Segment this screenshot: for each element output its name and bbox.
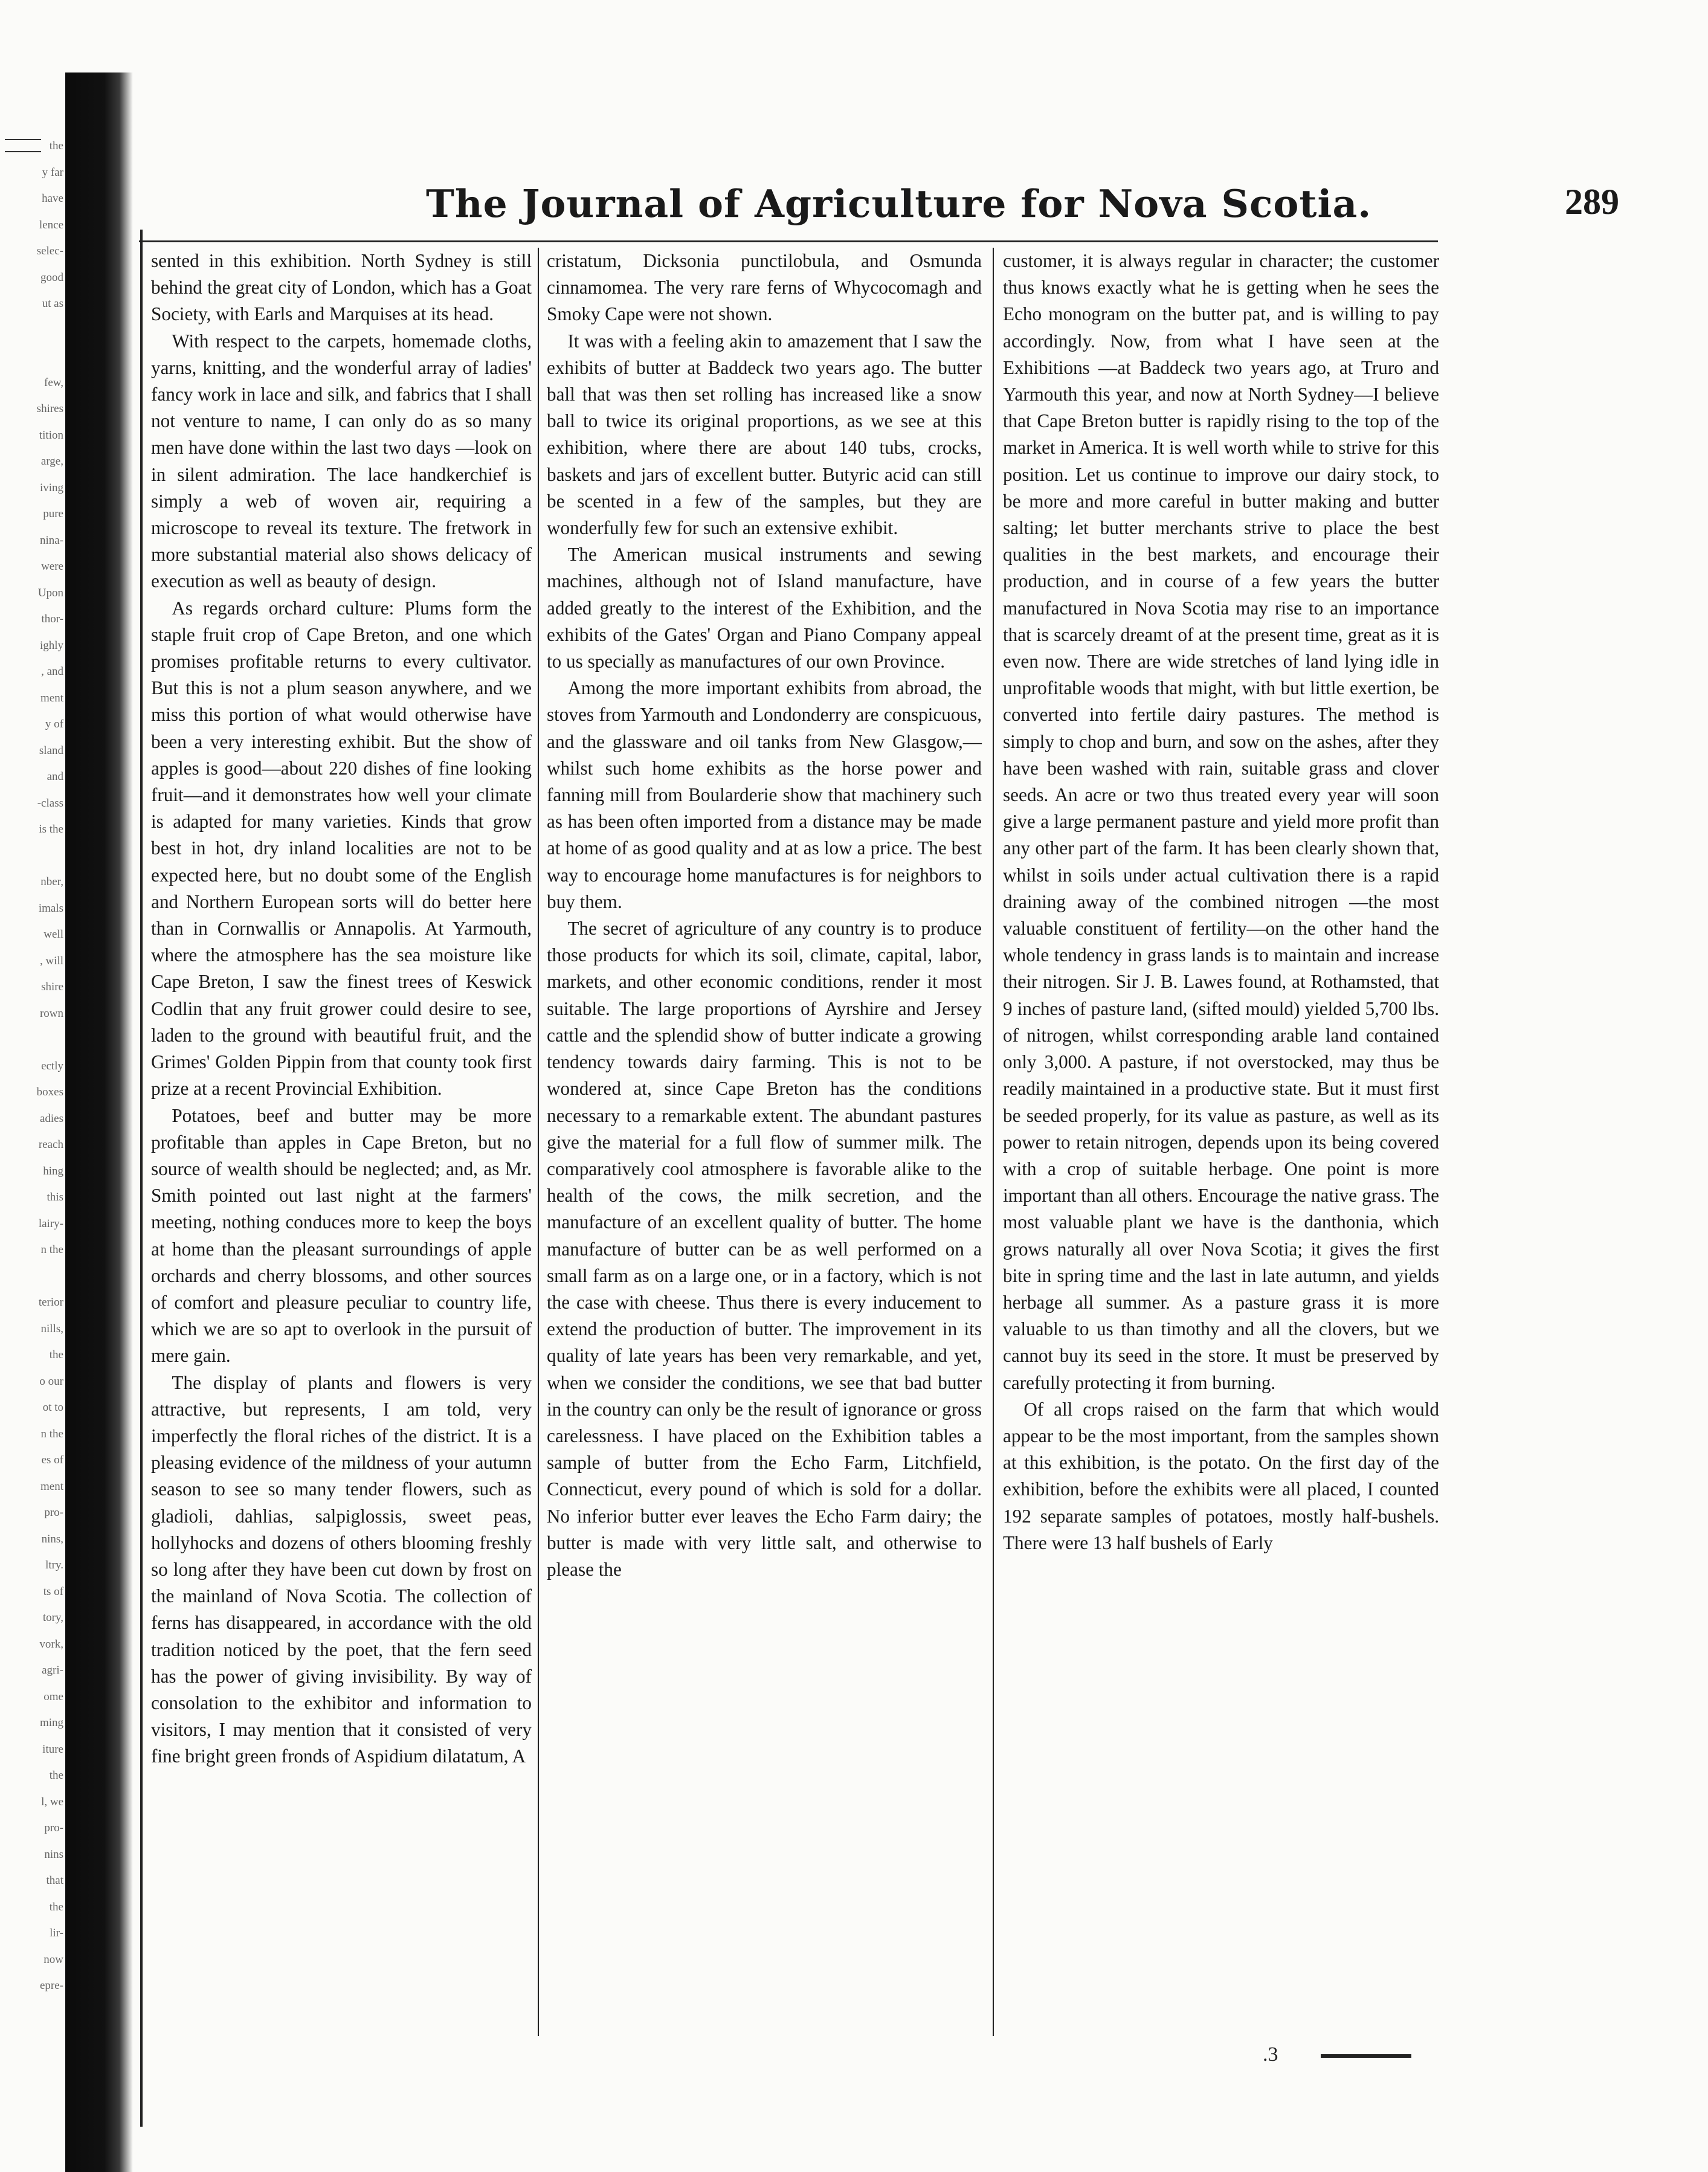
margin-fragment: ighly bbox=[39, 639, 63, 652]
paragraph: The secret of agriculture of any country is to produce those products for which its soil, climate, capital, labor, markets, and other economic conditions, render it most suitable. The large proportions of Ayrshire and Jersey cattle and the splendid show of butter indicate a growing tendency towards dairy farming. This is not to be wondered at, since Cape Breton has the conditions necessary to a remarkable extent. The abundant pastures give the material for a full flow of summer milk. The comparatively cool atmosphere is favorable alike to the health of the cows, the milk secretion, and the manufacture of an excellent quality of butter. The home manufacture of butter can be as well performed on a small farm as on a large one, or in a factory, which is not the case with cheese. Thus there is every inducement to extend the production of butter. The improvement in its quality of late years has been very remarkable, and yet, when we consider the conditions, we see that bad butter in the country can only be the result of ignorance or gross carelessness. I have placed on the Exhibition tables a sample of butter from the Echo Farm, Litchfield, Connecticut, every pound of which is sold for a dollar. No inferior butter ever leaves the Echo Farm dairy; the butter is made with very little salt, and otherwise to please the bbox=[547, 918, 982, 1580]
paragraph: The display of plants and flowers is very attractive, but represents, I am told, very imperfectly the floral riches of the district. It is a pleasing evidence of the mildness of your autumn season to see so many tender flowers, such as gladioli, dahlias, salpiglossis, sweet peas, hollyhocks and dozens of others blooming freshly so long after they have been cut down by frost on the mainland of Nova Scotia. The collection of ferns has disappeared, in accordance with the old tradition noticed by the poet, that the fern seed has the power of giving invisibility. By way of consolation to the exhibitor and information to visitors, I may mention that it consisted of very fine bright green fronds of Aspidium dilatatum, A bbox=[151, 1371, 532, 1767]
paragraph: Of all crops raised on the farm that which would appear to be the most important, from the samples shown at this exhibition, is the potato. On the first day of the exhibition, before the exhibits were all placed, I counted 192 separate samples of potatoes, mostly half-bushels. There were 13 half bushels of Early bbox=[1003, 1398, 1439, 1553]
margin-fragment: and bbox=[47, 770, 63, 783]
margin-fragment bbox=[0, 343, 63, 370]
paragraph: It was with a feeling akin to amazement that I saw the exhibits of butter at Baddeck two years ago. The butter ball that was then set rolling has increased like a snow ball to twice its original proportions, as we see at this exhibition, where there are about 140 tubs, crocks, baskets and jars of excellent butter. Butyric acid can still be scented in a few of the samples, but they are wonderfully few for such an extensive exhibit. bbox=[547, 330, 982, 539]
margin-fragment: few, bbox=[44, 376, 63, 389]
margin-fragment: y far bbox=[42, 166, 63, 179]
margin-fragment: ectly bbox=[41, 1059, 63, 1072]
footer-mark: .3 bbox=[1263, 2043, 1278, 2066]
margin-fragment: y of bbox=[45, 718, 63, 730]
margin-fragment: that bbox=[46, 1874, 63, 1887]
article-column-3 bbox=[1003, 248, 1439, 1556]
column-divider-1 bbox=[538, 248, 539, 2036]
paragraph: Among the more important exhibits from abroad, the stoves from Yarmouth and Londonderry are conspicuous, and the glassware and oil tanks from New Glasgow,—whilst such home exhibits as the horse power and fanning mill from Boularderie show that machinery such as has been often imported from a distance may be made at home of as good quality and at as low a price. The best way to encourage home manufactures is for neighbors to buy them. bbox=[547, 677, 982, 912]
paragraph: The American musical instruments and sewing machines, although not of Island manufacture, have added greatly to the interest of the Exhibition, and the exhibits of the Gates' Organ and Piano Company appeal to us specially as manufactures of our own Province. bbox=[547, 544, 982, 672]
margin-fragment bbox=[0, 1026, 63, 1053]
margin-fragment: nina- bbox=[39, 533, 63, 547]
margin-fragment: ome bbox=[44, 1690, 63, 1703]
margin-fragment: nber, bbox=[40, 875, 63, 888]
journal-title: The Journal of Agriculture for Nova Scotia. bbox=[426, 181, 1372, 226]
margin-fragment: have bbox=[42, 192, 63, 205]
margin-fragment: good bbox=[40, 271, 63, 284]
margin-fragment: pro- bbox=[44, 1506, 63, 1519]
margin-fragment: boxes bbox=[36, 1086, 63, 1098]
paragraph: cristatum, Dicksonia punctilobula, and Osmunda cinnamomea. The very rare ferns of Whycocomagh and Smoky Cape were not shown. bbox=[547, 250, 982, 325]
article-column-1 bbox=[151, 248, 532, 1770]
margin-fragment: , and bbox=[41, 665, 63, 678]
margin-fragment: tory, bbox=[42, 1611, 63, 1624]
margin-fragment: nins bbox=[44, 1848, 63, 1861]
margin-fragment: the bbox=[49, 1769, 63, 1782]
margin-fragment: ment bbox=[40, 1480, 63, 1493]
margin-fragment: ment bbox=[40, 691, 63, 704]
margin-fragment: agri- bbox=[42, 1664, 63, 1677]
book-binding-shadow bbox=[65, 73, 133, 2172]
margin-fragment: pure bbox=[43, 508, 63, 520]
margin-fragment: sland bbox=[39, 744, 63, 757]
margin-fragment: this bbox=[47, 1191, 63, 1204]
margin-fragment: lir- bbox=[50, 1927, 63, 1939]
margin-fragment bbox=[0, 843, 63, 869]
footer-dash bbox=[1321, 2054, 1411, 2058]
margin-fragment: lairy- bbox=[38, 1217, 63, 1230]
margin-fragment: lence bbox=[39, 218, 63, 231]
margin-fragment: reach bbox=[38, 1138, 63, 1151]
paragraph: As regards orchard culture: Plums form the staple fruit crop of Cape Breton, and one which promises profitable returns to every cultivator. But this is not a plum season anywhere, and we miss this portion of what would otherwise have been a very interesting exhibit. But the show of apples is good—about 220 dishes of fine looking fruit—and it demonstrates how well your climate is adapted for many varieties. Kinds that grow best in hot, dry inland localities are not to be expected here, but no doubt some of the English and Northern European sorts will do better here than in Cornwallis or Annapolis. At Yarmouth, where the atmosphere has the sea moisture like Cape Breton, I saw the finest trees of Keswick Codlin that any fruit grower could desire to see, laden to the ground with beautiful fruit, and the Grimes' Golden Pippin from that county took first prize at a recent Provincial Exhibition. bbox=[151, 597, 532, 1100]
margin-fragment: , will bbox=[39, 954, 63, 967]
margin-fragment: terior bbox=[38, 1296, 63, 1309]
margin-fragment: the bbox=[49, 140, 63, 152]
margin-fragment: epre- bbox=[39, 1979, 63, 1992]
page-number: 289 bbox=[1565, 182, 1619, 222]
margin-fragment: Upon bbox=[37, 586, 63, 599]
paragraph: customer, it is always regular in character; the customer thus knows exactly what he is getting when he sees the Echo monogram on the butter pat, and is willing to pay accordingly. Now, from what I have seen at the Exhibitions —at Baddeck two years ago, at Truro and Yarmouth this year, and now at North Sydney—I believe that Cape Breton butter is rapidly rising to the top of the market in America. It is well worth while to strive for this position. Let us continue to improve our dairy stock, to be more and more careful in butter making and butter salting; let butter merchants strive to place the best qualities in the best markets, and encourage their production, and in course of a few years the butter manufactured in Nova Scotia may rise to an importance that is scarcely dreamt of at the present time, great as it is even now. There are wide stretches of land lying idle in unprofitable woods that might, with but little exertion, be converted into fertile dairy pastures. The method is simply to chop and burn, and sow on the ashes, after they have been washed with rain, suitable grass and clover seeds. An acre or two thus treated every year will soon give a large permanent pasture and yield more profit than any other part of the farm. It has been clearly shown that, whilst in soils under actual cultivation there is a rapid draining away of the combined nitrogen —the most valuable constituent of fertility—on the other hand the whole tendency in grass lands is to maintain and increase their nitrogen. Sir J. B. Lawes found, at Rothamsted, that 9 inches of pasture land, (sifted mould) yielded 5,700 lbs. of nitrogen, whilst corresponding arable land contained only 3,000. A pasture, if not overstocked, may thus be readily maintained in a productive state. But it must first be seeded properly, for its value as pasture, as well as its power to retain nitrogen, depends upon its being covered with a crop of suitable herbage. One point is more important than all others. Encourage the native grass. The most valuable plant we have is the danthonia, which grows naturally all over Nova Scotia; it gives the first bite in spring time and the last in late autumn, and yields herbage all summer. As a pasture grass it is more valuable to us than timothy and all the clovers, but we cannot buy its seed in the store. It must be preserved by carefully protecting it from burning. bbox=[1003, 250, 1439, 1393]
article-column-2 bbox=[547, 248, 982, 1583]
margin-fragment bbox=[0, 317, 63, 344]
margin-fragment: shire bbox=[41, 981, 63, 993]
margin-fragment: l, we bbox=[41, 1795, 63, 1808]
header-rule bbox=[139, 240, 1438, 242]
margin-fragment: the bbox=[49, 1900, 63, 1913]
margin-fragment: ltry. bbox=[45, 1559, 63, 1571]
margin-fragment: vork, bbox=[39, 1637, 63, 1651]
margin-fragment: thor- bbox=[41, 613, 63, 625]
margin-fragment: iture bbox=[42, 1742, 63, 1756]
margin-fragment: the bbox=[49, 1349, 63, 1361]
margin-fragment: ot to bbox=[42, 1401, 63, 1414]
margin-fragment bbox=[0, 1263, 63, 1290]
margin-fragment: is the bbox=[39, 823, 63, 836]
paragraph: Potatoes, beef and butter may be more profitable than apples in Cape Breton, but no source of wealth should be neglected; and, as Mr. Smith pointed out last night at the farmers' meeting, nothing conduces more to keep the boys at home than the pleasant surroundings of apple orchards and cherry blossoms, and other sources of comfort and pleasure peculiar to country life, which we are so apt to overlook in the pursuit of mere gain. bbox=[151, 1104, 532, 1367]
margin-fragment: nills, bbox=[40, 1322, 63, 1335]
margin-fragment: well bbox=[44, 928, 63, 941]
margin-fragment: -class bbox=[37, 796, 63, 810]
binding-edge-line bbox=[140, 230, 143, 2127]
margin-fragment: iving bbox=[39, 481, 63, 494]
margin-fragment: ming bbox=[39, 1716, 63, 1729]
margin-fragment: es of bbox=[41, 1454, 63, 1466]
page-header bbox=[387, 169, 1619, 242]
margin-fragment: o our bbox=[39, 1374, 63, 1388]
margin-fragment: n the bbox=[40, 1243, 63, 1256]
margin-fragment: selec- bbox=[36, 245, 63, 257]
margin-fragment: hing bbox=[43, 1164, 63, 1178]
adjacent-page-margin-text bbox=[0, 133, 63, 2006]
margin-fragment: arge, bbox=[40, 455, 63, 468]
margin-fragment: now bbox=[44, 1953, 63, 1966]
margin-fragment: adies bbox=[39, 1112, 63, 1125]
column-divider-2 bbox=[993, 248, 994, 2036]
footer-marks bbox=[1263, 2043, 1411, 2066]
margin-fragment: were bbox=[41, 560, 63, 573]
margin-fragment: rown bbox=[39, 1007, 63, 1020]
margin-fragment: nins, bbox=[41, 1532, 63, 1545]
margin-fragment: ut as bbox=[42, 297, 63, 310]
margin-fragment: n the bbox=[40, 1427, 63, 1440]
margin-fragment: ts of bbox=[43, 1585, 63, 1598]
margin-fragment: tition bbox=[39, 428, 63, 442]
margin-fragment: pro- bbox=[44, 1822, 63, 1834]
margin-fragment: shires bbox=[36, 402, 63, 415]
margin-fragment: imals bbox=[38, 901, 63, 915]
paragraph: sented in this exhibition. North Sydney is still behind the great city of London, which has a Goat Society, with Earls and Marquises at its head. bbox=[151, 250, 532, 325]
paragraph: With respect to the carpets, homemade cloths, yarns, knitting, and the wonderful array of ladies' fancy work in lace and silk, and fabrics that I shall not venture to name, I can only do as so many men have done within the last two days —look on in silent admiration. The lace handkerchief is simply a web of woven air, requiring a microscope to reveal its texture. The fretwork in more substantial material also shows delicacy of execution as well as beauty of design. bbox=[151, 330, 532, 592]
